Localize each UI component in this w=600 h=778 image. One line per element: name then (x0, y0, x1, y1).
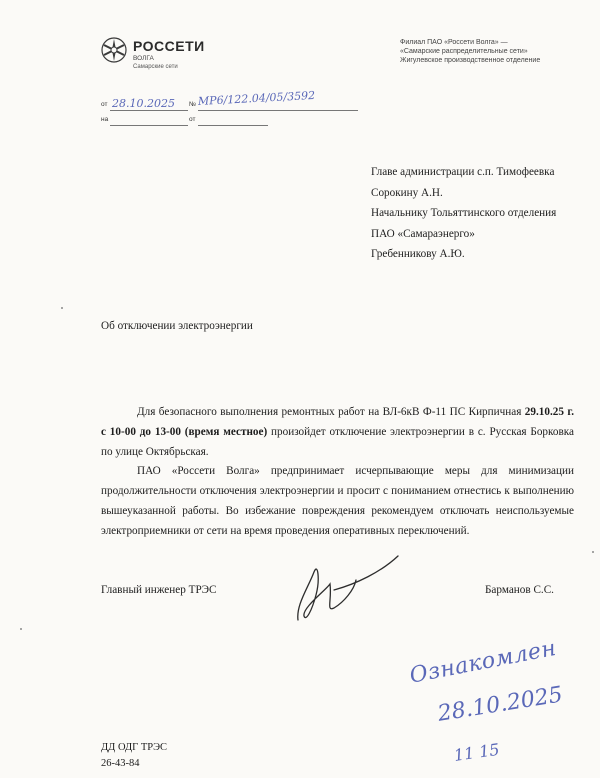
reply-from-underline (198, 125, 268, 126)
body-paragraph-1 (101, 403, 574, 462)
registration-block (101, 88, 361, 131)
number-underline (198, 110, 358, 111)
number-label: № (189, 101, 196, 108)
executor-info (101, 740, 167, 772)
acknowledgement-word: Ознакомлен (407, 635, 559, 689)
letter-body (101, 403, 574, 542)
acknowledgement-note (407, 635, 595, 778)
branch-line: Филиал ПАО «Россети Волга» — (400, 39, 508, 46)
addressee-line: Главе администрации с.п. Тимофеевка (371, 166, 555, 178)
company-logo (101, 35, 221, 79)
body-text: произойдет отключение электроэнергии в с. Русская Борковка по улице Октябрьская. (101, 425, 574, 458)
reply-to-label: на (101, 116, 109, 123)
addressee-line: Сорокину А.Н. (371, 186, 443, 199)
addressee-block (371, 162, 586, 265)
registration-date: 28.10.2025 (112, 97, 175, 110)
rosseti-logo-icon (101, 37, 127, 63)
body-text: Для безопасного выполнения ремонтных работ на ВЛ-6кВ Ф-11 ПС Кирпичная (137, 406, 525, 418)
handwritten-signature (286, 550, 406, 630)
logo-subtitle-branch: Самарские сети (133, 64, 178, 70)
reply-from-label: от (189, 116, 196, 123)
logo-subtitle-region: ВОЛГА (133, 55, 154, 62)
letter-subject: Об отключении электроэнергии (101, 320, 253, 332)
date-label: от (101, 101, 108, 108)
addressee-line: Начальнику Тольяттинского отделения (371, 207, 557, 219)
registration-number: МР6/122.04/05/3592 (197, 88, 316, 108)
date-underline (110, 110, 188, 111)
acknowledgement-date: 28.10.2025 (436, 682, 565, 727)
outage-time: 29.10.25 г. с 10-00 до 13-00 (время местное) (101, 406, 574, 438)
acknowledgement-time: 11 15 (452, 739, 501, 765)
executor-department: ДД ОДГ ТРЭС (101, 742, 168, 753)
executor-phone: 26-43-84 (101, 758, 140, 769)
branch-line: «Самарские распределительные сети» (400, 48, 528, 55)
logo-name: РОССЕТИ (133, 38, 205, 54)
scan-speck (61, 307, 63, 309)
scan-speck (592, 551, 594, 553)
signatory-position: Главный инженер ТРЭС (101, 584, 217, 596)
reply-to-underline (110, 125, 188, 126)
signatory-name: Барманов С.С. (485, 584, 554, 596)
addressee-line: Гребенникову А.Ю. (371, 248, 465, 260)
addressee-line: ПАО «Самараэнерго» (371, 227, 475, 240)
branch-line: Жигулевское производственное отделение (400, 57, 541, 64)
body-paragraph-2: ПАО «Россети Волга» предпринимает исчерпывающие меры для минимизации продолжительности отключения электроэнергии и просит с пониманием отнестись к выполнению вышеуказанной работы. Во избежание повреждения рекомендуем отключать неиспользуемые электроприемники от сети на время проведения оперативных переключений. (101, 465, 574, 537)
branch-info (400, 38, 585, 65)
scan-speck (20, 628, 22, 630)
